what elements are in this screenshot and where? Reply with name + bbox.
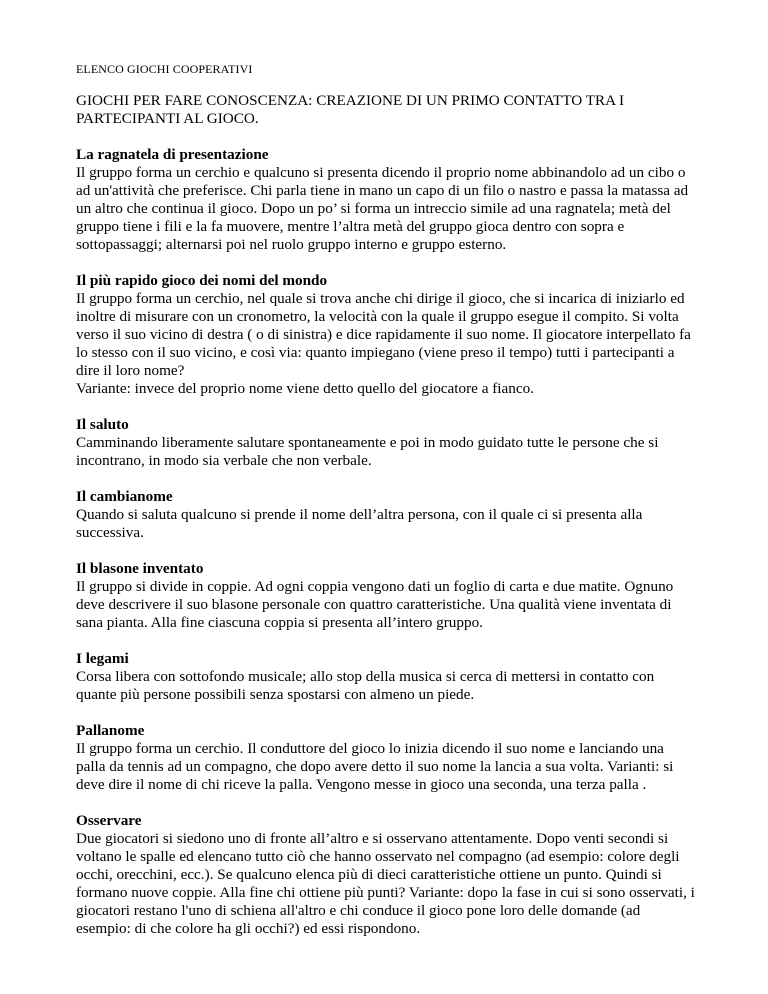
game-title: Il blasone inventato	[76, 560, 204, 577]
game-title: Il cambianome	[76, 488, 173, 505]
game-title: Osservare	[76, 812, 142, 829]
game-description: Il gruppo forma un cerchio e qualcuno si presenta dicendo il proprio nome abbinandolo ad un cibo o ad un'attività che preferisce. Chi parla tiene in mano un capo di un filo o nastro e passa la matassa ad un altro che continua il gioco. Dopo un po’ si forma un intreccio simile ad una ragnatela; metà del gruppo tiene i fili e la fa muovere, mentre l’altra metà del gruppo gioca dentro con sopra e sottopassaggi; alternarsi poi nel ruolo gruppo interno e gruppo esterno.	[76, 164, 689, 253]
document-page	[76, 62, 696, 956]
game-title: La ragnatela di presentazione	[76, 146, 269, 163]
game-title: Il saluto	[76, 416, 129, 433]
game-title: Il più rapido gioco dei nomi del mondo	[76, 272, 328, 289]
game-description: Due giocatori si siedono uno di fronte all’altro e si osservano attentamente. Dopo venti secondi si voltano le spalle ed elencano tutto ciò che hanno osservato nel compagno (ad esempio: colore degli occhi, orecchini, ecc.). Se qualcuno elenca più di dieci caratteristiche ottiene un punto. Quindi si formano nuove coppie. Alla fine chi ottiene più punti? Variante: dopo la fase in cui si sono osservati, i giocatori restano l'uno di schiena all'altro e chi conduce il gioco pone loro delle domande (ad esempio: di che colore ha gli occhi?) ed essi rispondono.	[76, 830, 695, 937]
game-description: Il gruppo forma un cerchio. Il conduttore del gioco lo inizia dicendo il suo nome e lanciando una palla da tennis ad un compagno, che dopo avere detto il suo nome la lancia a sua volta. Varianti: si deve dire il nome di chi riceve la palla. Vengono messe in gioco una seconda, una terza palla .	[76, 740, 674, 793]
game-description: Il gruppo forma un cerchio, nel quale si trova anche chi dirige il gioco, che si incarica di iniziarlo ed inoltre di misurare con un cronometro, la velocità con la quale il gruppo esegue il compito. Si volta verso il suo vicino di destra ( o di sinistra) e dice rapidamente il suo nome. Il giocatore interpellato fa lo stesso con il suo vicino, e così via: quanto impiegano (viene preso il tempo) tutti i partecipanti a dire il loro nome?	[76, 290, 691, 379]
game-section-pallanome	[76, 722, 696, 794]
game-variant: Variante: invece del proprio nome viene detto quello del giocatore a fianco.	[76, 380, 534, 397]
document-title: GIOCHI PER FARE CONOSCENZA: CREAZIONE DI UN PRIMO CONTATTO TRA I PARTECIPANTI AL GIOCO.	[76, 92, 625, 127]
game-description: Il gruppo si divide in coppie. Ad ogni coppia vengono dati un foglio di carta e due matite. Ognuno deve descrivere il suo blasone personale con quattro caratteristiche. Una qualità viene inventata di sana pianta. Alla fine ciascuna coppia si presenta all’intero gruppo.	[76, 578, 674, 631]
game-description: Quando si saluta qualcuno si prende il nome dell’altra persona, con il quale ci si presenta alla successiva.	[76, 506, 643, 541]
game-section-ragnatela	[76, 146, 696, 254]
game-title: Pallanome	[76, 722, 145, 739]
game-description: Corsa libera con sottofondo musicale; allo stop della musica si cerca di mettersi in contatto con quante più persone possibili senza spostarsi con almeno un piede.	[76, 668, 655, 703]
game-section-saluto	[76, 416, 696, 470]
game-title: I legami	[76, 650, 129, 667]
game-section-cambianome	[76, 488, 696, 542]
game-section-gioco-dei-nomi	[76, 272, 696, 398]
game-description: Camminando liberamente salutare spontaneamente e poi in modo guidato tutte le persone che si incontrano, in modo sia verbale che non verbale.	[76, 434, 659, 469]
document-header: ELENCO GIOCHI COOPERATIVI	[76, 62, 253, 76]
game-section-blasone	[76, 560, 696, 632]
game-section-legami	[76, 650, 696, 704]
game-section-osservare	[76, 812, 696, 938]
